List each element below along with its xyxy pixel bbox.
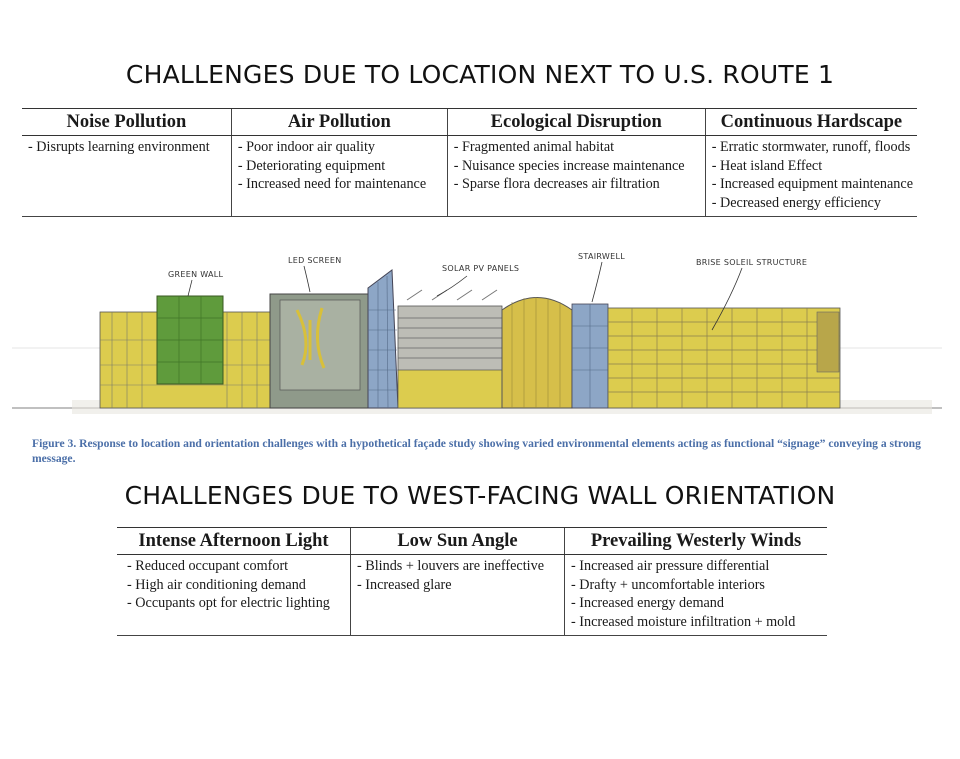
column-header-low-sun-angle: Low Sun Angle — [351, 528, 565, 555]
ecological-disruption-cell — [447, 136, 705, 217]
continuous-hardscape-cell — [705, 136, 917, 217]
location-challenges-title: CHALLENGES DUE TO LOCATION NEXT TO U.S. ROUTE 1 — [125, 60, 835, 89]
column-header-intense-afternoon-light: Intense Afternoon Light — [117, 528, 351, 555]
list-item: - Increased moisture infiltration + mold — [571, 613, 796, 630]
list-item: - Disrupts learning environment — [28, 139, 210, 155]
column-header-ecological-disruption: Ecological Disruption — [447, 109, 705, 136]
list-item: - Occupants opt for electric lighting — [127, 595, 330, 612]
list-item: - Sparse flora decreases air filtration — [453, 176, 660, 193]
solar-pv-panels — [398, 290, 502, 408]
list-item: - Reduced occupant comfort — [127, 558, 289, 574]
orientation-challenges-table — [117, 527, 827, 636]
list-item: - Increased energy demand — [571, 595, 724, 612]
table-row — [117, 555, 827, 636]
noise-pollution-cell — [22, 136, 231, 217]
list-item: - Nuisance species increase maintenance — [453, 157, 685, 174]
list-item: - Poor indoor air quality — [237, 139, 375, 155]
location-challenges-table — [22, 108, 917, 217]
list-item: - High air conditioning demand — [127, 576, 306, 593]
caption-label: Figure 3. — [32, 437, 77, 450]
label-stairwell: STAIRWELL — [578, 252, 625, 261]
intense-afternoon-light-cell — [117, 555, 351, 636]
facade-sketch — [12, 230, 942, 430]
stairwell — [502, 297, 572, 408]
brise-soleil-structure — [608, 308, 840, 408]
label-solar-pv: SOLAR PV PANELS — [442, 264, 520, 273]
list-item: - Decreased energy efficiency — [711, 194, 881, 211]
list-item: - Increased need for maintenance — [237, 176, 427, 193]
label-led-screen: LED SCREEN — [288, 256, 342, 265]
green-wall — [157, 296, 223, 384]
list-item: - Drafty + uncomfortable interiors — [571, 576, 765, 593]
low-sun-angle-cell — [351, 555, 565, 636]
column-header-prevailing-westerly-winds: Prevailing Westerly Winds — [565, 528, 828, 555]
list-item: - Heat island Effect — [711, 157, 823, 174]
air-pollution-cell — [231, 136, 447, 217]
caption-text: Response to location and orientation challenges with a hypothetical façade study showing varied environmental elements acting as functional “signage” conveying a strong message. — [32, 437, 921, 465]
column-header-continuous-hardscape: Continuous Hardscape — [705, 109, 917, 136]
column-header-noise-pollution: Noise Pollution — [22, 109, 231, 136]
prevailing-westerly-winds-cell — [565, 555, 828, 636]
list-item: - Blinds + louvers are ineffective — [357, 558, 544, 574]
list-item: - Increased glare — [357, 576, 452, 593]
list-item: - Erratic stormwater, runoff, floods — [711, 139, 911, 155]
right-glass-band — [572, 304, 608, 408]
figure-caption — [32, 436, 944, 466]
label-green-wall: GREEN WALL — [168, 270, 224, 279]
led-screen — [270, 294, 368, 408]
label-brise-soleil: BRISE SOLEIL STRUCTURE — [696, 258, 808, 267]
list-item: - Increased air pressure differential — [571, 558, 770, 574]
orientation-challenges-title: CHALLENGES DUE TO WEST-FACING WALL ORIENTATION — [124, 481, 836, 510]
list-item: - Deteriorating equipment — [237, 157, 386, 174]
list-item: - Increased equipment maintenance — [711, 176, 913, 193]
column-header-air-pollution: Air Pollution — [231, 109, 447, 136]
list-item: - Fragmented animal habitat — [453, 139, 615, 155]
table-row — [22, 136, 917, 217]
glass-tower — [368, 270, 398, 408]
